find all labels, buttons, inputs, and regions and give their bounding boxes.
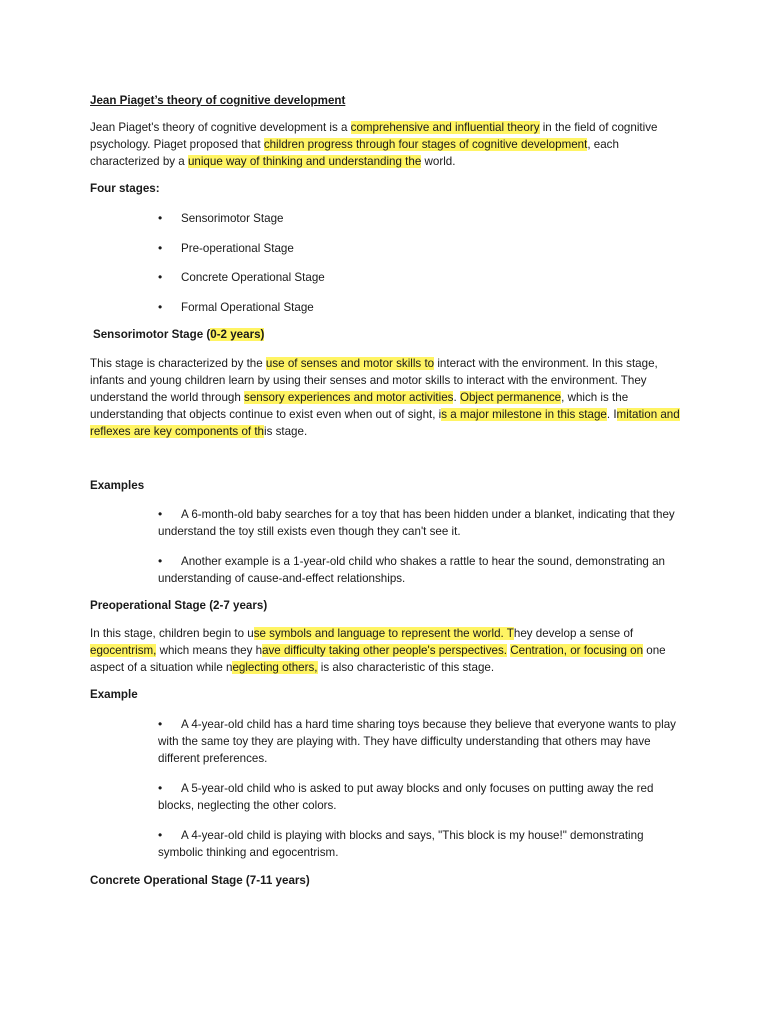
text-run: . I	[606, 408, 617, 421]
stage-item-concrete: Concrete Operational Stage	[181, 271, 325, 284]
bullet-icon: •	[158, 300, 163, 314]
text-run: world.	[421, 155, 456, 168]
concrete-operational-heading: Concrete Operational Stage (7-11 years)	[90, 874, 310, 887]
text-run: Sensorimotor Stage (	[93, 328, 211, 341]
highlighted-text: unique way of thinking and understanding the	[187, 155, 422, 168]
bullet-icon: •	[158, 270, 163, 284]
highlighted-text: sensory experiences and motor activities	[244, 391, 454, 404]
bullet-icon: •	[158, 717, 163, 731]
sensorimotor-example-2: Another example is a 1-year-old child who shakes a rattle to hear the sound, demonstrating an understanding of cause-and-effect relationships.	[158, 555, 665, 585]
highlighted-text: ave difficulty taking other people's perspectives.	[262, 644, 508, 657]
document-title: Jean Piaget’s theory of cognitive development	[90, 94, 346, 107]
stage-item-preoperational: Pre-operational Stage	[181, 242, 294, 255]
four-stages-heading: Four stages:	[90, 182, 160, 195]
bullet-icon: •	[158, 507, 163, 521]
text-run: is also characteristic of this stage.	[317, 661, 495, 674]
stage-item-formal: Formal Operational Stage	[181, 301, 314, 314]
bullet-icon: •	[158, 554, 163, 568]
highlighted-text: comprehensive and influential theory	[350, 121, 540, 134]
text-run: one aspect of a situation while n	[90, 644, 666, 674]
text-run: in the field of cognitive psychology. Piaget proposed that	[90, 121, 658, 151]
highlighted-text: Centration, or focusing on	[510, 644, 644, 657]
preoperational-example-2: A 5-year-old child who is asked to put away blocks and only focuses on putting away the red blocks, neglecting the other colors.	[158, 782, 654, 812]
preoperational-example-3: A 4-year-old child is playing with blocks and says, "This block is my house!" demonstrating symbolic thinking and egocentrism.	[158, 829, 644, 859]
bullet-icon: •	[158, 241, 163, 255]
example-heading: Example	[90, 688, 138, 701]
text-run: This stage is characterized by the	[90, 357, 266, 370]
preoperational-heading: Preoperational Stage (2-7 years)	[90, 599, 268, 612]
highlighted-text: mitation and reflexes are key components of th	[90, 408, 680, 438]
highlighted-text: children progress through four stages of cognitive development	[263, 138, 588, 151]
preoperational-example-1: A 4-year-old child has a hard time sharing toys because they believe that everyone wants to play with the same toy they are playing with. They have difficulty understanding that others may have different preferences.	[158, 718, 676, 765]
bullet-icon: •	[158, 828, 163, 842]
examples-heading: Examples	[90, 479, 145, 492]
text-run: which means they h	[156, 644, 263, 657]
bullet-icon: •	[158, 211, 163, 225]
text-run: .	[453, 391, 460, 404]
text-run: is stage.	[264, 425, 308, 438]
text-run: Jean Piaget's theory of cognitive development is a	[90, 121, 351, 134]
text-run: interact with the environment. In this stage, infants and young children learn by using their senses and motor skills to interact with the environment. They understand the world through	[90, 357, 658, 404]
highlighted-text: s a major milestone in this stage	[441, 408, 607, 421]
sensorimotor-example-1: A 6-month-old baby searches for a toy that has been hidden under a blanket, indicating that they understand the toy still exists even though they can't see it.	[158, 508, 675, 538]
sensorimotor-paragraph	[90, 355, 680, 440]
highlighted-text: 0-2 years)	[210, 328, 265, 341]
highlighted-text: se symbols and language to represent the world. T	[253, 627, 514, 640]
highlighted-text: Object permanence	[459, 391, 562, 404]
highlighted-text: eglecting others,	[232, 661, 318, 674]
highlighted-text: egocentrism,	[90, 644, 157, 657]
text-run: , which is the understanding that objects continue to exist even when out of sight, i	[90, 391, 629, 421]
text-run: , each characterized by a	[90, 138, 619, 168]
text-run: In this stage, children begin to u	[90, 627, 254, 640]
bullet-icon: •	[158, 781, 163, 795]
text-run: hey develop a sense of	[513, 627, 634, 640]
intro-paragraph	[90, 119, 680, 170]
highlighted-text: use of senses and motor skills to	[265, 357, 435, 370]
sensorimotor-heading	[93, 326, 683, 343]
stage-item-sensorimotor: Sensorimotor Stage	[181, 212, 284, 225]
preoperational-paragraph	[90, 625, 680, 676]
